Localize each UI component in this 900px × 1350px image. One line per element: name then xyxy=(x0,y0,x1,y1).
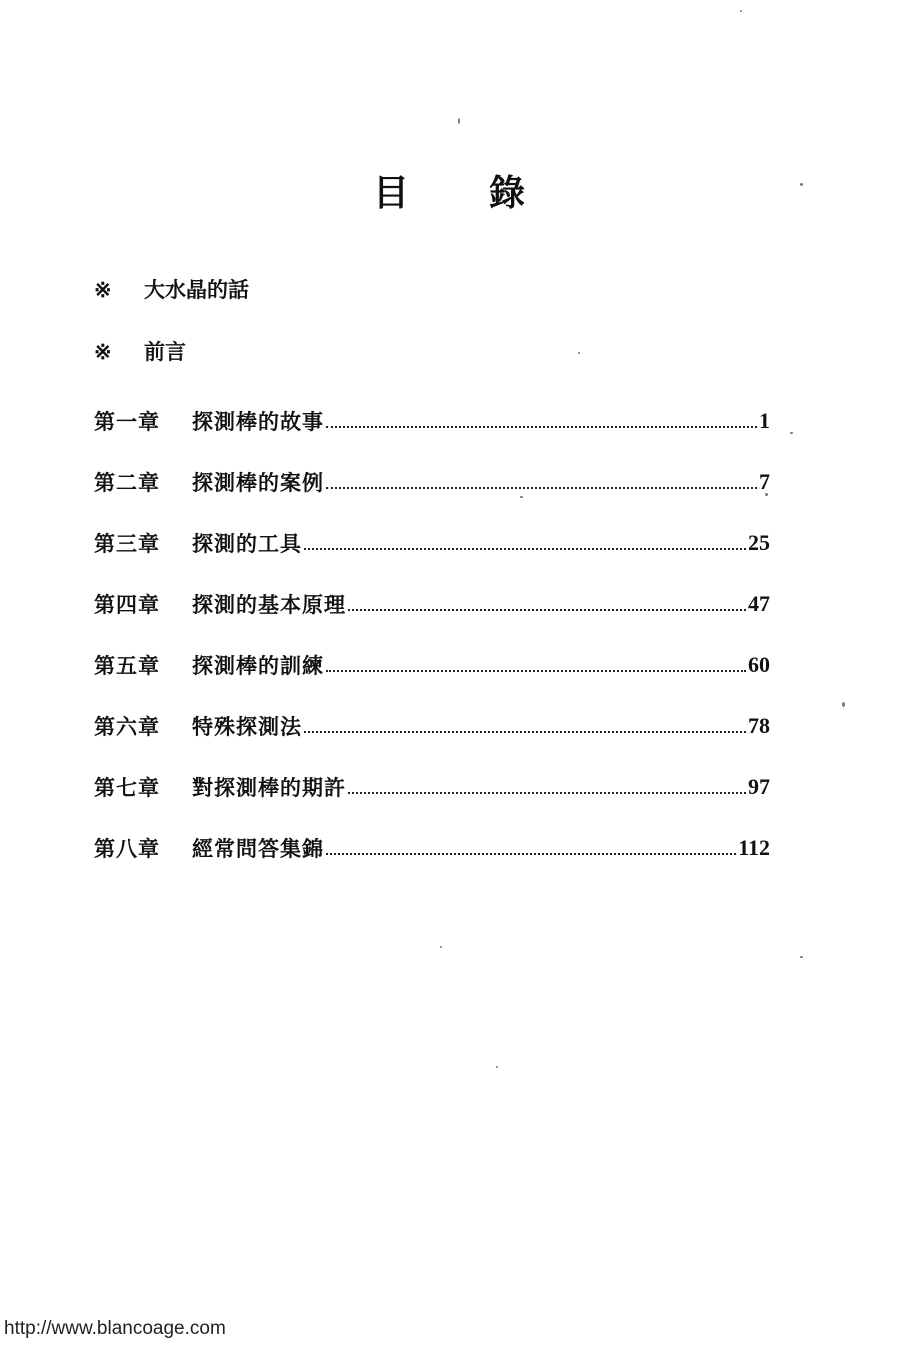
toc-page-number: 25 xyxy=(748,529,770,555)
reference-mark-icon: ※ xyxy=(94,276,112,302)
toc-title: 經常問答集錦 xyxy=(192,835,324,861)
toc-entry xyxy=(94,451,770,512)
scan-speck xyxy=(496,1066,498,1068)
front-matter-item xyxy=(94,336,186,366)
scan-speck xyxy=(520,496,523,498)
toc-page-number: 97 xyxy=(748,773,770,799)
title-char-left: 目 xyxy=(372,172,411,214)
front-matter-item xyxy=(94,274,249,304)
toc-entry xyxy=(94,512,770,573)
toc-entry xyxy=(94,573,770,634)
toc-entry xyxy=(94,817,770,878)
toc-chapter: 第六章 xyxy=(94,713,160,739)
toc-chapter: 第二章 xyxy=(94,469,160,495)
toc-page-number: 78 xyxy=(748,712,770,738)
toc-entry xyxy=(94,756,770,817)
toc-entry xyxy=(94,390,770,451)
scan-speck xyxy=(800,183,803,186)
front-matter-label: 大水晶的話 xyxy=(144,277,249,302)
toc-title: 探測棒的案例 xyxy=(192,469,324,495)
front-matter-label: 前言 xyxy=(144,339,186,364)
toc-leader-dots xyxy=(326,410,757,431)
scan-speck xyxy=(740,10,742,12)
toc-leader-dots xyxy=(326,837,736,858)
toc-chapter: 第一章 xyxy=(94,408,160,434)
toc-leader-dots xyxy=(304,532,746,553)
scan-speck xyxy=(842,702,845,707)
toc-title: 特殊探測法 xyxy=(192,713,302,739)
toc-chapter: 第七章 xyxy=(94,774,160,800)
reference-mark-icon: ※ xyxy=(94,338,112,364)
toc-page-number: 1 xyxy=(759,407,770,433)
toc-page-number: 47 xyxy=(748,590,770,616)
toc-leader-dots xyxy=(304,715,746,736)
toc-leader-dots xyxy=(348,593,746,614)
toc-entry xyxy=(94,634,770,695)
scan-speck xyxy=(790,432,793,434)
toc-chapter: 第八章 xyxy=(94,835,160,861)
title-char-right: 錄 xyxy=(489,172,528,214)
toc-title: 探測的基本原理 xyxy=(192,591,346,617)
toc-page-number: 7 xyxy=(759,468,770,494)
scan-speck xyxy=(800,956,803,958)
toc-chapter: 第三章 xyxy=(94,530,160,556)
toc-page-number: 112 xyxy=(738,834,770,860)
footer-url: http://www.blancoage.com xyxy=(4,1318,226,1339)
table-of-contents xyxy=(94,390,770,878)
scan-speck xyxy=(440,946,442,948)
page-title xyxy=(0,165,900,216)
toc-title: 探測棒的訓練 xyxy=(192,652,324,678)
scan-speck xyxy=(458,118,460,124)
toc-leader-dots xyxy=(326,654,746,675)
toc-chapter: 第四章 xyxy=(94,591,160,617)
toc-chapter: 第五章 xyxy=(94,652,160,678)
scan-speck xyxy=(765,493,768,496)
toc-leader-dots xyxy=(326,471,757,492)
scan-speck xyxy=(578,352,580,354)
toc-title: 探測的工具 xyxy=(192,530,302,556)
toc-title: 探測棒的故事 xyxy=(192,408,324,434)
toc-title: 對探測棒的期許 xyxy=(192,774,346,800)
toc-page-number: 60 xyxy=(748,651,770,677)
toc-leader-dots xyxy=(348,776,746,797)
toc-entry xyxy=(94,695,770,756)
